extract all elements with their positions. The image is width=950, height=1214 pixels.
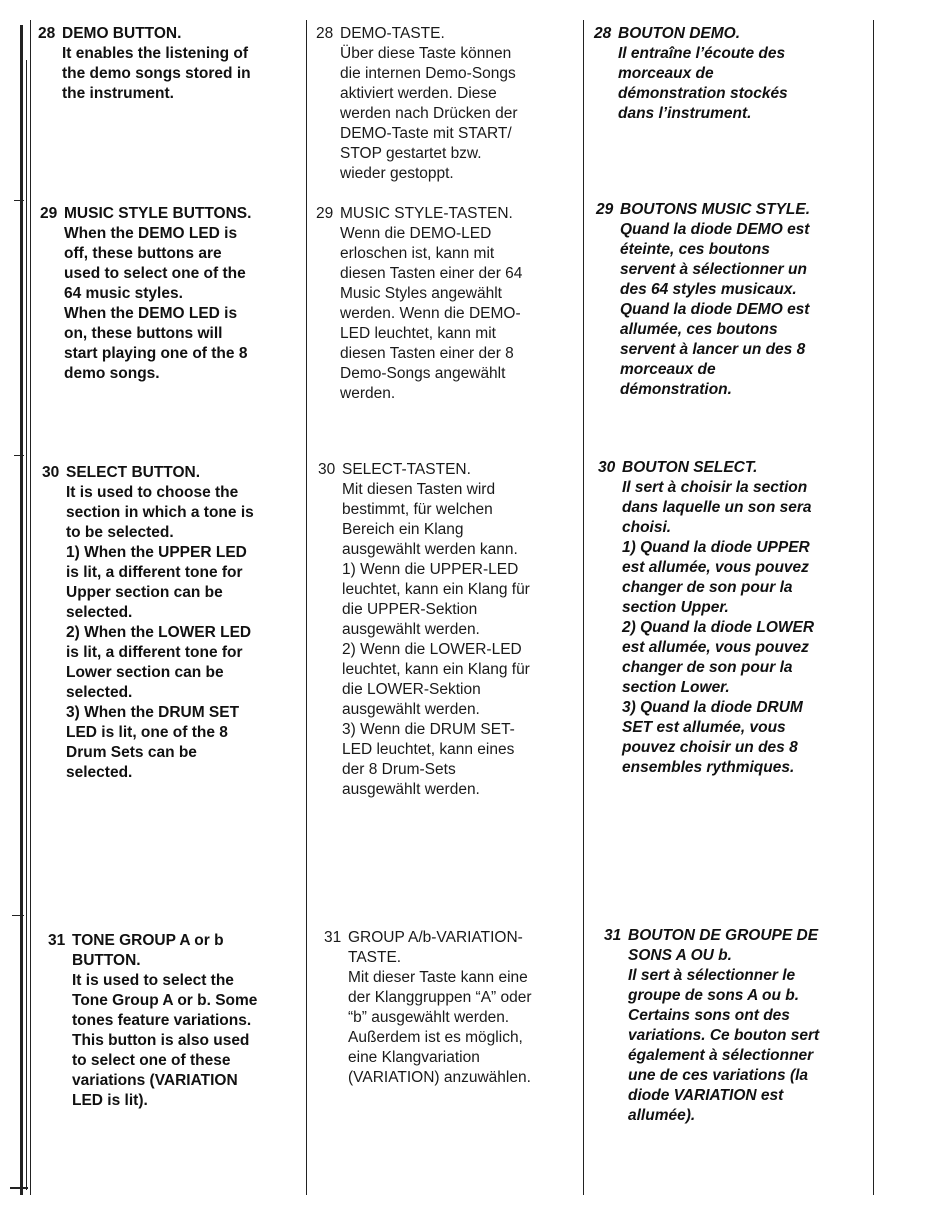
entry-29-en [40, 204, 302, 384]
entry-31-fr [604, 926, 870, 1126]
entry-title: GROUP A/b-VARIATION- TASTE. [348, 929, 523, 966]
column-separator-left [30, 20, 31, 1195]
entry-28-en [38, 24, 300, 104]
entry-30-de [318, 460, 580, 800]
scan-edge-marks [10, 0, 38, 1214]
entry-title: BOUTON SELECT. [622, 459, 758, 476]
entry-title: SELECT BUTTON. [66, 464, 201, 481]
entry-body: Über diese Taste können die internen Demo-Songs aktiviert werden. Diese werden nach Drücken der DEMO-Taste mit START/ STOP gestartet bzw. wieder gestoppt. [340, 45, 518, 182]
entry-title: DEMO-TASTE. [340, 25, 445, 42]
entry-title: BOUTON DEMO. [618, 25, 740, 42]
entry-title: BOUTONS MUSIC STYLE. [620, 201, 811, 218]
entry-29-de [316, 204, 578, 404]
entry-number: 31 [604, 927, 622, 944]
column-separator-right [873, 20, 874, 1195]
entry-body: Il sert à choisir la section dans laquelle un son sera choisi. 1) Quand la diode UPPER est allumée, vous pouvez changer de son pour la section Upper. 2) Quand la diode LOWER est allumée, vous pouvez changer de son pour la section Lower. 3) Quand la diode DRUM SET est allumée, vous pouvez choisir un des 8 ensembles rythmiques. [622, 479, 815, 776]
entry-number: 28 [316, 25, 334, 42]
entry-body: Il entraîne l’écoute des morceaux de démonstration stockés dans l’instrument. [618, 45, 788, 122]
entry-body: It enables the listening of the demo songs stored in the instrument. [62, 45, 251, 102]
entry-30-en [42, 463, 304, 783]
column-separator-1 [306, 20, 307, 1195]
entry-title: TONE GROUP A or b BUTTON. [72, 932, 224, 969]
entry-number: 29 [316, 205, 334, 222]
entry-number: 30 [598, 459, 616, 476]
entry-body: Quand la diode DEMO est éteinte, ces boutons servent à sélectionner un des 64 styles musicaux. Quand la diode DEMO est allumée, ces boutons servent à lancer un des 8 morceaux de démonstration. [620, 221, 810, 398]
entry-body: It is used to select the Tone Group A or b. Some tones feature variations. This button is also used to select one of these variations (VARIATION LED is lit). [72, 972, 258, 1109]
entry-number: 28 [594, 25, 612, 42]
entry-number: 31 [324, 929, 342, 946]
entry-number: 29 [40, 205, 58, 222]
entry-number: 31 [48, 932, 66, 949]
entry-title: MUSIC STYLE-TASTEN. [340, 205, 513, 222]
entry-title: BOUTON DE GROUPE DE SONS A OU b. [628, 927, 819, 964]
entry-body: When the DEMO LED is off, these buttons are used to select one of the 64 music styles. When the DEMO LED is on, these buttons will start playing one of the 8 demo songs. [64, 225, 248, 382]
entry-title: DEMO BUTTON. [62, 25, 182, 42]
entry-29-fr [596, 200, 868, 400]
entry-body: Il sert à sélectionner le groupe de sons A ou b. Certains sons ont des variations. Ce bouton sert également à sélectionner une de ces variations (la diode VARIATION est allumée). [628, 967, 820, 1124]
entry-30-fr [598, 458, 870, 778]
column-separator-2 [583, 20, 584, 1195]
entry-31-de [324, 928, 580, 1088]
entry-title: MUSIC STYLE BUTTONS. [64, 205, 252, 222]
entry-title: SELECT-TASTEN. [342, 461, 471, 478]
entry-body: Mit dieser Taste kann eine der Klanggruppen “A” oder “b” ausgewählt werden. Außerdem ist es möglich, eine Klangvariation (VARIATION) anzuwählen. [348, 969, 532, 1086]
entry-body: Mit diesen Tasten wird bestimmt, für welchen Bereich ein Klang ausgewählt werden kann. 1) Wenn die UPPER-LED leuchtet, kann ein Klang für die UPPER-Sektion ausgewählt werden. 2) Wenn die LOWER-LED leuchtet, kann ein Klang für die LOWER-Sektion ausgewählt werden. 3) Wenn die DRUM SET- LED leuchtet, kann eines der 8 Drum-Sets ausgewählt werden. [342, 481, 530, 798]
entry-number: 30 [42, 464, 60, 481]
entry-body: Wenn die DEMO-LED erloschen ist, kann mit diesen Tasten einer der 64 Music Styles angewählt werden. Wenn die DEMO- LED leuchtet, kann mit diesen Tasten einer der 8 Demo-Songs angewählt werden. [340, 225, 523, 402]
entry-body: It is used to choose the section in which a tone is to be selected. 1) When the UPPER LED is lit, a different tone for Upper section can be selected. 2) When the LOWER LED is lit, a different tone for Lower section can be selected. 3) When the DRUM SET LED is lit, one of the 8 Drum Sets can be selected. [66, 484, 254, 781]
entry-number: 30 [318, 461, 336, 478]
entry-31-en [48, 931, 304, 1111]
entry-28-fr [594, 24, 866, 124]
entry-number: 29 [596, 201, 614, 218]
entry-number: 28 [38, 25, 56, 42]
entry-28-de [316, 24, 578, 184]
